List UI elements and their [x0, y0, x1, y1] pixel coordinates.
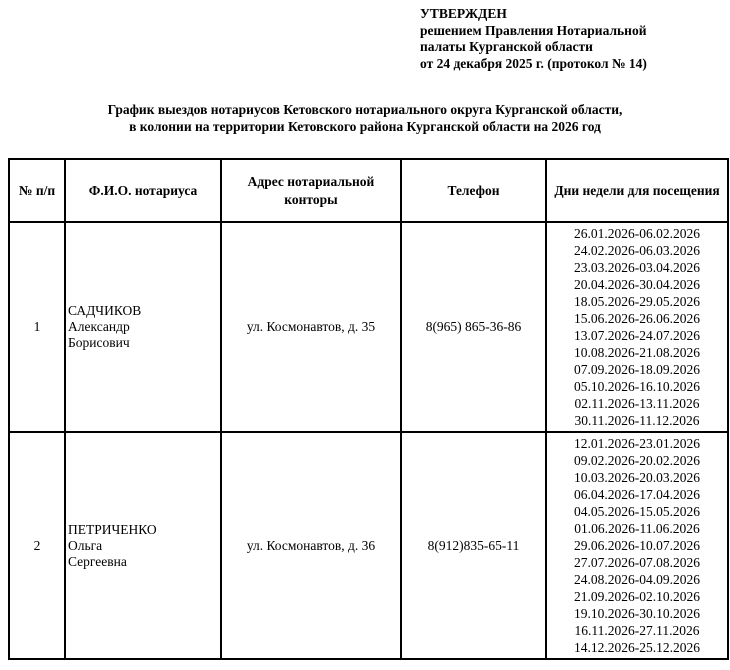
- visit-period: 26.01.2026-06.02.2026: [574, 226, 700, 241]
- notary-name-line: ПЕТРИЧЕНКО: [68, 521, 157, 537]
- visit-period: 16.11.2026-27.11.2026: [574, 623, 700, 638]
- visit-period: 01.06.2026-11.06.2026: [574, 521, 700, 536]
- visit-period: 13.07.2026-24.07.2026: [574, 328, 700, 343]
- visit-period: 23.03.2026-03.04.2026: [574, 260, 700, 275]
- notary-name-line: Борисович: [68, 335, 130, 350]
- phone-cell: 8(965) 865-36-86: [401, 222, 546, 432]
- row-number-cell: 2: [9, 432, 65, 659]
- document-title-line-2: в колонии на территории Кетовского района Курганской области на 2026 год: [129, 119, 601, 134]
- office-address-cell: ул. Космонавтов, д. 35: [221, 222, 401, 432]
- visit-period: 24.08.2026-04.09.2026: [574, 572, 700, 587]
- approval-line: палаты Курганской области: [420, 39, 593, 54]
- visit-period: 30.11.2026-11.12.2026: [574, 413, 700, 428]
- visit-period: 14.12.2026-25.12.2026: [574, 640, 700, 655]
- visit-period: 05.10.2026-16.10.2026: [574, 379, 700, 394]
- visit-period: 12.01.2026-23.01.2026: [574, 436, 700, 451]
- table-row: [9, 432, 728, 659]
- notary-name-line: Сергеевна: [68, 553, 127, 569]
- visit-dates-cell: [546, 432, 728, 659]
- approval-line: УТВЕРЖДЕН: [420, 6, 507, 21]
- visit-period: 19.10.2026-30.10.2026: [574, 606, 700, 621]
- approval-line: от 24 декабря 2025 г. (протокол № 14): [420, 55, 647, 71]
- col-header-address: Адрес нотариальной конторы: [221, 159, 401, 222]
- visit-period: 27.07.2026-07.08.2026: [574, 555, 700, 570]
- table-header-row: [9, 159, 728, 222]
- phone-cell: 8(912)835-65-11: [401, 432, 546, 659]
- visit-period: 15.06.2026-26.06.2026: [574, 311, 700, 326]
- notary-name-line: Александр: [68, 319, 130, 334]
- document-title-line-1: График выездов нотариусов Кетовского нотариального округа Курганской области,: [107, 102, 623, 117]
- visit-period: 07.09.2026-18.09.2026: [574, 362, 700, 377]
- col-header-phone: Телефон: [401, 159, 546, 222]
- visit-period: 29.06.2026-10.07.2026: [574, 538, 700, 553]
- col-header-number: № п/п: [9, 159, 65, 222]
- visit-period: 02.11.2026-13.11.2026: [574, 396, 700, 411]
- visit-period: 10.08.2026-21.08.2026: [574, 345, 700, 360]
- visit-period: 10.03.2026-20.03.2026: [574, 470, 700, 485]
- notary-name-cell: [65, 432, 221, 659]
- notary-name-line: САДЧИКОВ: [68, 303, 142, 318]
- visit-period: 18.05.2026-29.05.2026: [574, 294, 700, 309]
- visit-period: 21.09.2026-02.10.2026: [574, 589, 700, 604]
- schedule-table: [8, 158, 729, 660]
- col-header-visit-days: Дни недели для посещения: [546, 159, 728, 222]
- visit-period: 09.02.2026-20.02.2026: [574, 453, 700, 468]
- table-row: [9, 222, 728, 432]
- visit-period: 06.04.2026-17.04.2026: [574, 487, 700, 502]
- notary-name-line: Ольга: [68, 537, 103, 553]
- visit-dates-cell: [546, 222, 728, 432]
- visit-period: 04.05.2026-15.05.2026: [574, 504, 700, 519]
- col-header-name: Ф.И.О. нотариуса: [65, 159, 221, 222]
- notary-name-cell: [65, 222, 221, 432]
- row-number-cell: 1: [9, 222, 65, 432]
- visit-period: 24.02.2026-06.03.2026: [574, 243, 700, 258]
- document-title: [0, 101, 730, 135]
- approval-block: [420, 6, 647, 72]
- approval-line: решением Правления Нотариальной: [420, 22, 647, 38]
- visit-period: 20.04.2026-30.04.2026: [574, 277, 700, 292]
- office-address-cell: ул. Космонавтов, д. 36: [221, 432, 401, 659]
